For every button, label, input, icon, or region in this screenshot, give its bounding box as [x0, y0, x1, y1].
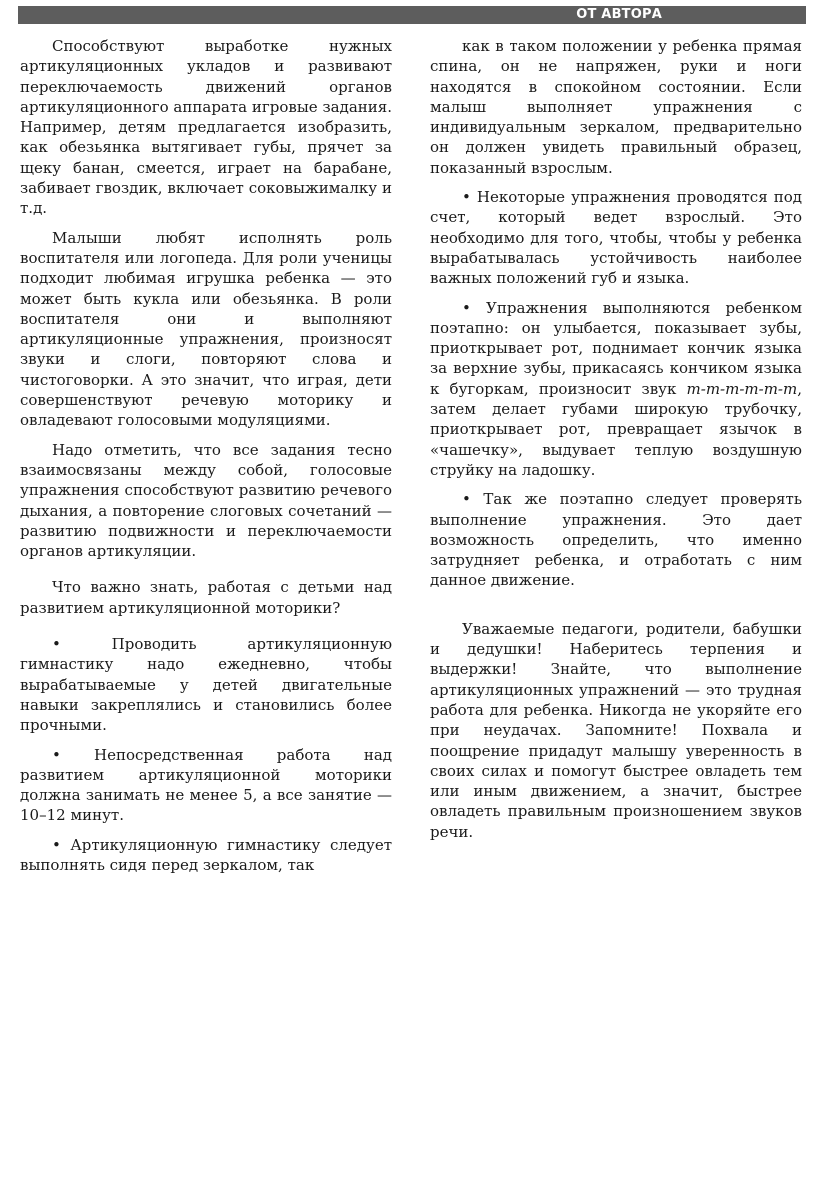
paragraph-mirror-continued: как в таком положении у ребенка прямая спина, он не напряжен, руки и ноги находятся в спокойном состоянии. Если малыш выполняет упражнения с индивидуальным зеркалом, предварительно он должен увидеть правильный образец, показанный взрослым.	[430, 37, 802, 177]
section-header-bar	[18, 6, 806, 24]
section-title: ОТ АВТОРА	[576, 7, 662, 22]
right-column	[430, 36, 802, 842]
paragraph-interrelation: Надо отметить, что все задания тесно взаимосвязаны между собой, голосовые упражнения способствуют развитию речевого дыхания, а повторение слоговых сочетаний — развитию подвижности и переключаемости органов артикуляции.	[20, 440, 392, 561]
bullet-mirror: • Артикуляционную гимнастику следует выполнять сидя перед зеркалом, так	[20, 835, 392, 874]
bullet-stepwise	[430, 298, 802, 481]
paragraph-question: Что важно знать, работая с детьми над развитием артикуляционной моторики?	[20, 578, 392, 617]
sound-sequence: т-т-т-т-т-т	[686, 379, 798, 398]
paragraph-game-tasks: Способствуют выработке нужных артикуляционных укладов и развивают переключаемость движений органов артикуляционного аппарата игровые задания. Например, детям предлагается изобразить, как обезьянка вытягивает губы, прячет за щеку банан, смеется, играет на барабане, забивает гвоздик, включает соковыжималку и т.д.	[20, 37, 392, 218]
bullet-check: • Так же поэтапно следует проверять выполнение упражнения. Это дает возможность определить, что именно затрудняет ребенка, и отработать с ним данное движение.	[430, 490, 802, 590]
left-column	[20, 36, 392, 875]
paragraph-address-to-adults: Уважаемые педагоги, родители, бабушки и дедушки! Наберитесь терпения и выдержки! Знайте, что выполнение артикуляционных упражнений — это трудная работа для ребенка. Никогда не укоряйте его при неудачах. Запомните! Похвала и поощрение придадут малышу уверенность в своих силах и помогут быстрее овладеть тем или иным движением, а значит, быстрее овладеть правильным произношением звуков речи.	[430, 619, 802, 841]
paragraph-role-play: Малыши любят исполнять роль воспитателя или логопеда. Для роли ученицы подходит любимая игрушка ребенка — это может быть кукла или обезьянка. В роли воспитателя они и выполняют артикуляционные упражнения, произносят звуки и слоги, повторяют слова и чистоговорки. А это значит, что играя, дети совершенствуют речевую моторику и овладевают голосовыми модуляциями.	[20, 228, 392, 430]
bullet-daily-gymnastics: • Проводить артикуляционную гимнастику надо ежедневно, чтобы вырабатываемые у детей двигательные навыки закреплялись и становились более прочными.	[20, 635, 392, 735]
bullet-duration: • Непосредственная работа над развитием артикуляционной моторики должна занимать не менее 5, а все занятие — 10–12 минут.	[20, 745, 392, 825]
bullet-count: • Некоторые упражнения проводятся под счет, который ведет взрослый. Это необходимо для того, чтобы, чтобы у ребенка вырабатывалась устойчивость наиболее важных положений губ и языка.	[430, 188, 802, 288]
stepwise-text-end: , затем делает губами широкую трубочку, приоткрывает рот, превращает язычок в «чашечку», выдувает теплую воздушную струйку на ладошку.	[430, 379, 802, 479]
stepwise-text-start: • Упражнения выполняются ребенком поэтапно: он улыбается, показывает зубы, приоткрывает рот, поднимает кончик языка за верхние зубы, прикасаясь кончиком языка к бугоркам, произносит звук	[430, 298, 802, 398]
